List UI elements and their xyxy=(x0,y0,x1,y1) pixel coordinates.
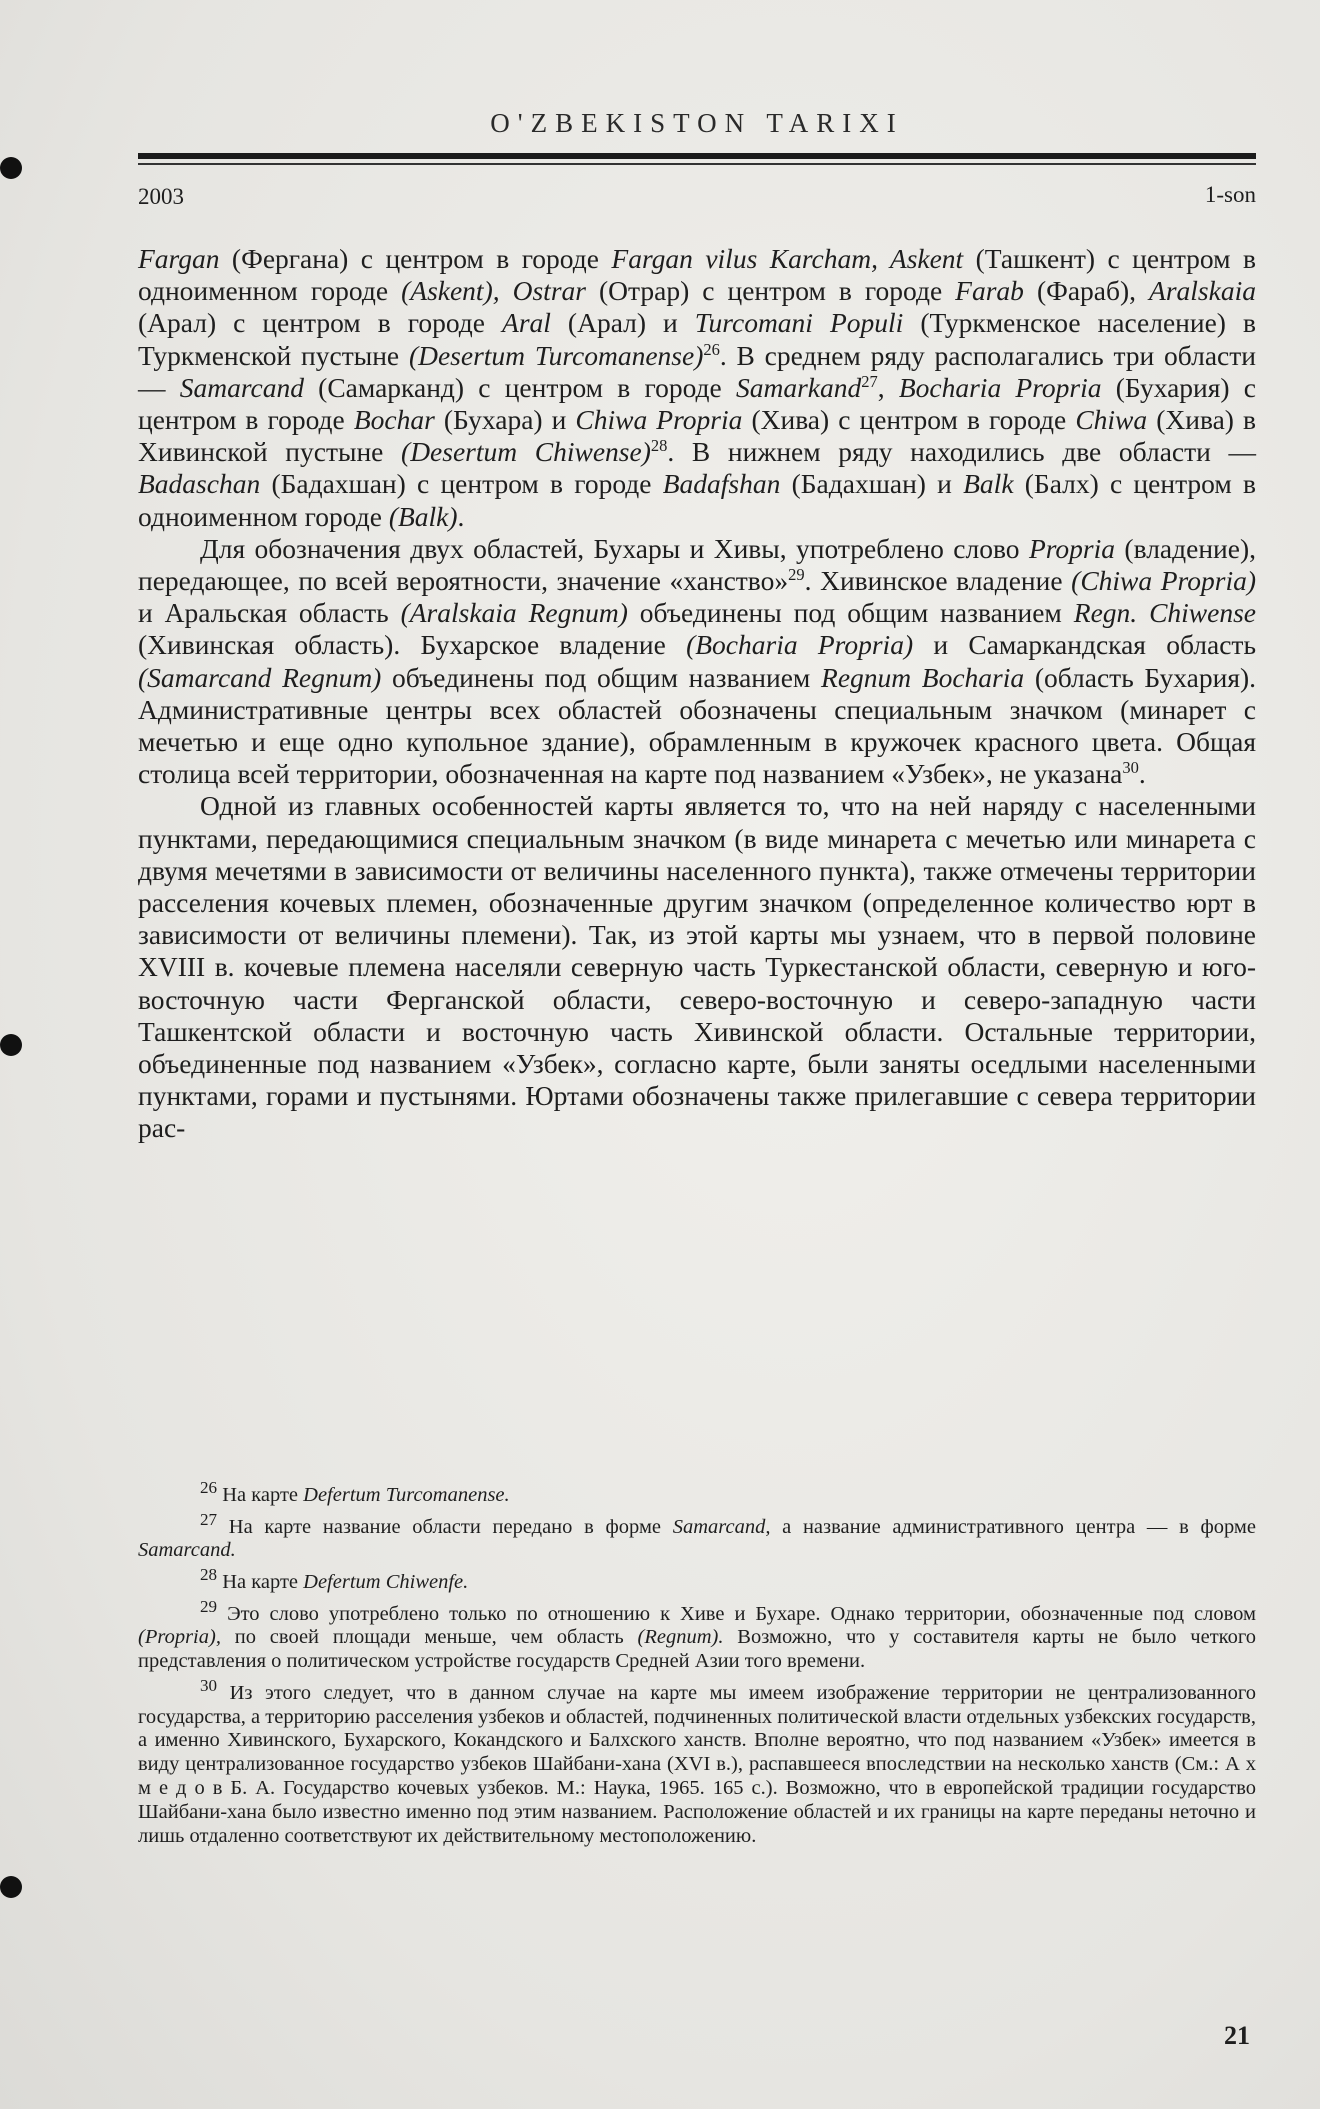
footnote-ref: 29 xyxy=(200,1596,218,1616)
text-run: (Бадахшан) и xyxy=(780,468,964,500)
footnote xyxy=(138,1563,1256,1595)
text-run: (Desertum Chiwense) xyxy=(401,436,651,468)
paragraph xyxy=(138,533,1256,791)
text-run: Farab xyxy=(955,275,1024,307)
text-run: . В среднем ряду располагались три области — xyxy=(138,339,1256,403)
text-run: (Арал) с центром в городе xyxy=(138,307,503,339)
header-rule-thick xyxy=(138,153,1256,159)
text-run: Regnum Bocharia xyxy=(821,661,1025,693)
text-run: (Samarcand Regnum) xyxy=(138,661,382,693)
text-run: Regn. Chiwense xyxy=(1073,597,1257,629)
text-run: . В нижнем ряду находились две области — xyxy=(667,436,1256,468)
text-run: Bochar xyxy=(353,404,435,436)
punch-hole-icon xyxy=(0,157,22,179)
footnote-ref: 29 xyxy=(788,564,805,584)
footnote-ref: 30 xyxy=(200,1675,218,1695)
text-run: (Фергана) с центром в городе xyxy=(219,243,612,274)
text-run: (Отрар) с центром в городе xyxy=(585,275,956,307)
text-run: (Askent), Ostrar xyxy=(401,275,586,307)
text-run: (Desertum Turcomanense) xyxy=(408,339,704,371)
text-run: (Арал) и xyxy=(550,307,695,339)
footnote xyxy=(138,1508,1256,1563)
text-run: Samarcand. xyxy=(138,1539,236,1562)
text-run: Fargan vilus Karcham, Askent xyxy=(611,243,964,274)
footnote-ref: 28 xyxy=(200,1565,218,1585)
text-run: (область Бухария). Административные центры всех областей обозначены специальным значком (минарет с мечетью и еще одно купольное здание), обрамленным в кружочек красного цвета. Общая столица всей территории, обозначенная на карте под названием «Узбек», не указана xyxy=(138,661,1256,790)
text-run: (Фараб), xyxy=(1023,275,1150,307)
footnote xyxy=(138,1595,1256,1674)
text-run: (владение), передающее, по всей вероятности, значение «ханство» xyxy=(138,532,1256,597)
paragraph xyxy=(138,243,1256,533)
text-run: Aralskaia xyxy=(1149,275,1256,307)
text-run: Fargan xyxy=(138,243,220,274)
text-run: и Аральская область xyxy=(138,597,401,629)
text-run: Для обозначения двух областей, Бухары и Хивы, употреблено слово xyxy=(200,532,1029,564)
text-run: (Туркменское население) в Туркменской пустыне xyxy=(138,307,1256,371)
text-run: (Хива) с центром в городе xyxy=(742,404,1076,436)
text-run: На карте xyxy=(217,1483,304,1506)
text-run: Это слово употреблено только по отношению к Хиве и Бухаре. Однако территории, обозначенные под словом xyxy=(217,1602,1256,1625)
text-run: Badafshan xyxy=(662,468,781,500)
footnote-ref: 26 xyxy=(200,1478,218,1497)
text-run: , xyxy=(877,371,899,403)
page-number: 21 xyxy=(1224,2021,1250,2050)
text-run: Turcomani Populi xyxy=(694,307,904,339)
text-run: (Бадахшан) с центром в городе xyxy=(260,468,663,500)
text-run: Bocharia Propria xyxy=(898,371,1102,403)
text-run: (Regnum). xyxy=(637,1626,724,1649)
text-run: . xyxy=(457,500,465,532)
punch-hole-icon xyxy=(0,1034,22,1056)
journal-title: O'ZBEKISTON TARIXI xyxy=(490,108,904,138)
issue: 1-son xyxy=(1204,182,1256,207)
text-run: Defertum Chiwenfe. xyxy=(303,1570,469,1593)
text-run: (Балх) с центром в одноименном городе xyxy=(138,468,1257,532)
text-run: (Ташкент) с центром в одноименном городе xyxy=(138,243,1256,307)
text-run: Badaschan xyxy=(138,468,261,500)
footnote-ref: 30 xyxy=(1122,758,1139,778)
text-run: (Бухария) с центром в городе xyxy=(138,371,1256,436)
text-run: Chiwa xyxy=(1075,404,1148,436)
text-run: (Balk) xyxy=(388,500,458,532)
text-run: (Bocharia Propria) xyxy=(686,629,914,661)
text-run: Из этого следует, что в данном случае на карте мы имеем изображение территории не централизованного государства, а территорию расселения узбеков и областей, подчиненных политической власти отдельных узбекских государств, а именно Хивинского, Бухарского, Кокандского и Балхского ханств. Вполне вероятно, что под названием «Узбек» имеется в виду централизованное государство узбеков Шайбани-хана (XVI в.), распавшееся впоследствии на несколько ханств (См.: А х м е д о в Б. А. Государство кочевых узбеков. М.: Наука, 1965. 165 с.). Возможно, что в европейской традиции государство Шайбани-хана было известно именно под этим названием. Расположение областей и их границы на карте переданы неточно и лишь отдаленно соответствуют их действительному местоположению. xyxy=(138,1681,1256,1847)
text-run: Balk xyxy=(963,468,1014,500)
text-run: На карте xyxy=(217,1570,304,1593)
text-run: На карте название области передано в форме xyxy=(217,1515,673,1538)
text-run: Одной из главных особенностей карты является то, что на ней наряду с населенными пунктами, передающимися специальным значком (в виде минарета с мечетью или минарета с двумя мечетями в зависимости от величины населенного пункта), также отмечены территории расселения кочевых племен, обозначенные другим значком (определенное количество юрт в зависимости от величины племени). Так, из этой карты мы узнаем, что в первой половине XVIII в. кочевые племена населяли северную часть Туркестанской области, северную и юго-восточную части Ферганской области, северо-восточную и северо-западную части Ташкентской области и восточную часть Хивинской области. Остальные территории, объединенные под названием «Узбек», согласно карте, были заняты оседлыми населенными пунктами, горами и пустынями. Юртами обозначены также прилегавшие с севера территории рас- xyxy=(138,790,1256,1144)
text-run: Samarcand xyxy=(179,371,304,403)
text-run: и Самаркандская область xyxy=(913,629,1256,661)
text-run: (Aralskaia Regnum) xyxy=(400,597,628,629)
text-run: Возможно, что у составителя карты не было четкого представления о политическом устройстве государств Средней Азии того времени. xyxy=(138,1626,1256,1673)
header-rule-thin xyxy=(138,163,1256,165)
text-run: по своей площади меньше, чем область xyxy=(220,1626,638,1649)
text-run: (Бухара) и xyxy=(434,404,576,436)
text-run: объединены под общим названием xyxy=(381,661,822,693)
footnote-ref: 26 xyxy=(703,339,720,359)
text-run: (Хива) в Хивинской пустыне xyxy=(138,404,1256,468)
article-body xyxy=(138,243,1256,1145)
text-run: (Chiwa Propria) xyxy=(1071,565,1256,597)
text-run: (Propria), xyxy=(138,1626,221,1649)
text-run: (Самарканд) с центром в городе xyxy=(303,371,736,403)
footnote-ref: 27 xyxy=(861,371,878,391)
text-run: Samarcand, xyxy=(672,1515,771,1538)
paragraph xyxy=(138,790,1256,1144)
text-run: . Хивинское владение xyxy=(804,565,1072,597)
footnotes xyxy=(138,1476,1256,1848)
footnote-ref: 27 xyxy=(200,1509,218,1529)
text-run: Chiwa Propria xyxy=(575,404,743,436)
footnote xyxy=(138,1674,1256,1848)
text-run: Samarkand xyxy=(735,371,862,403)
footnote-ref: 28 xyxy=(650,436,668,456)
punch-hole-icon xyxy=(0,1876,22,1898)
text-run: Aral xyxy=(502,307,551,339)
text-run: Propria xyxy=(1028,532,1116,564)
footnote xyxy=(138,1476,1256,1508)
year: 2003 xyxy=(138,184,184,209)
text-run: а название административного центра — в форме xyxy=(770,1515,1257,1538)
text-run: Defertum Turcomanense. xyxy=(303,1483,510,1506)
text-run: (Хивинская область). Бухарское владение xyxy=(138,629,687,661)
text-run: объединены под общим названием xyxy=(627,597,1074,629)
text-run: . xyxy=(1138,758,1146,790)
